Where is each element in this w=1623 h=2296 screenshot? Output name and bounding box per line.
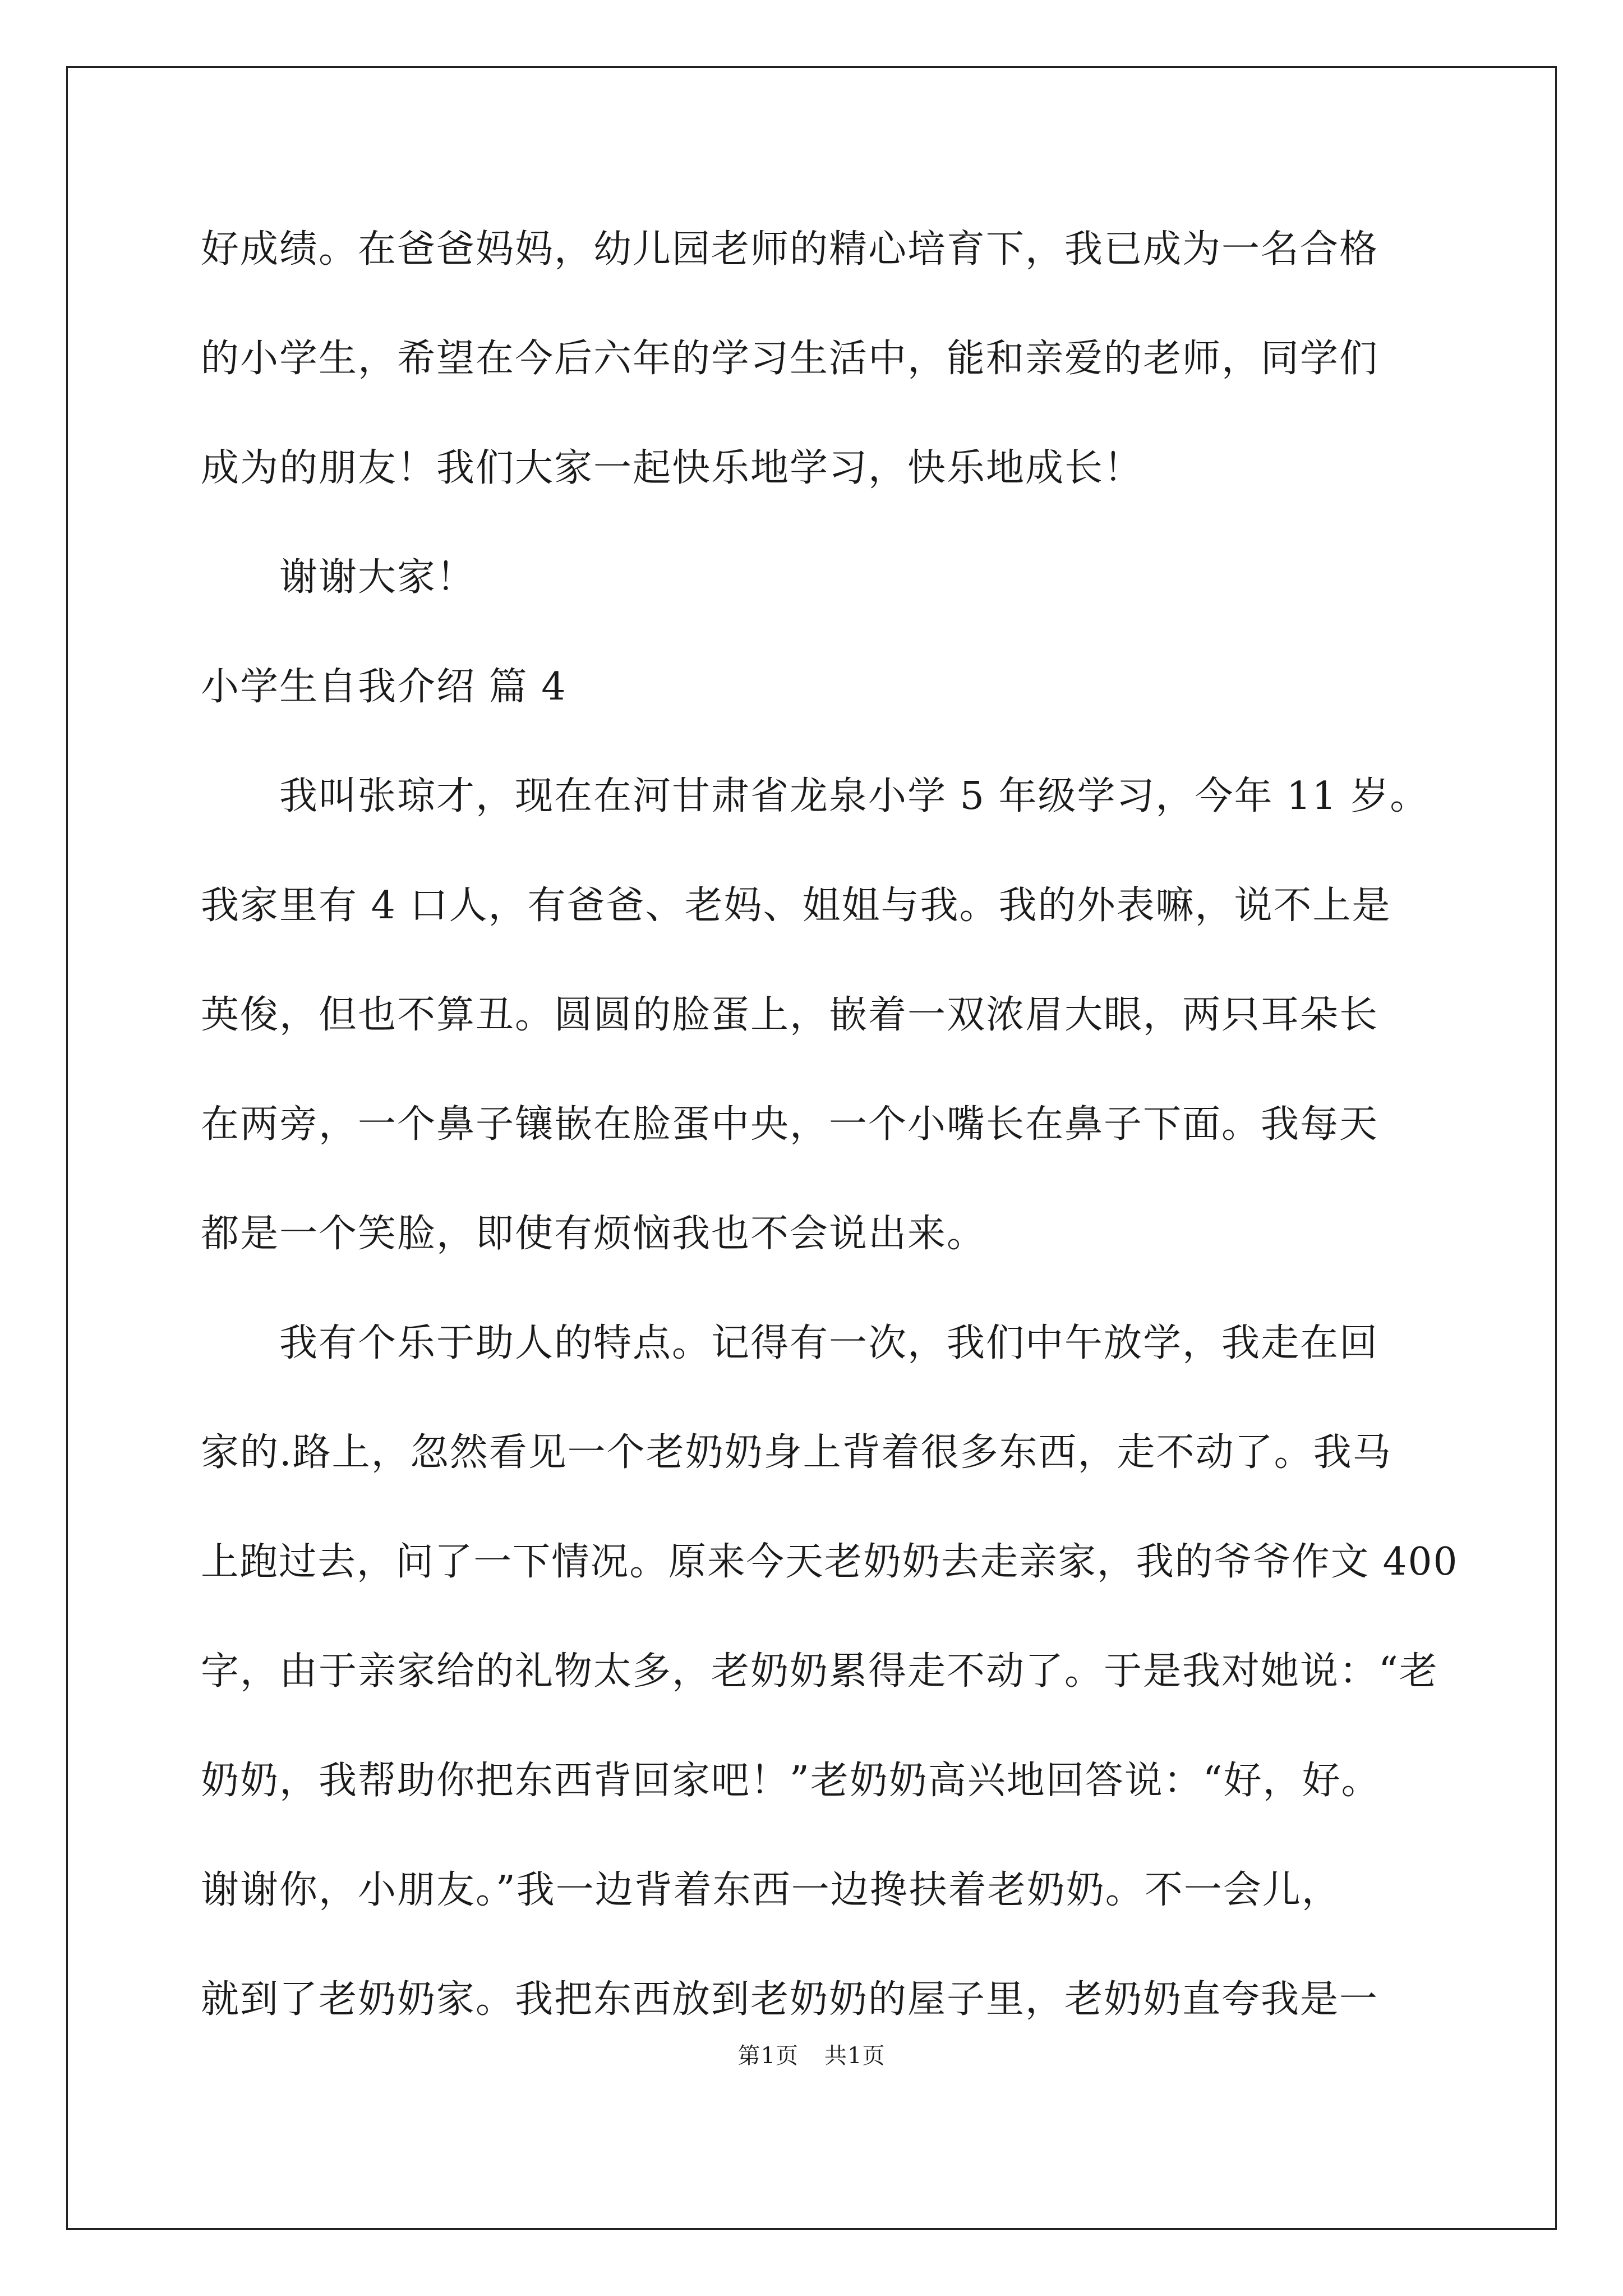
closing-line: 谢谢大家！ xyxy=(279,555,476,600)
body-line: 在两旁，一个鼻子镶嵌在脸蛋中央，一个小嘴长在鼻子下面。我每天 xyxy=(201,1102,1379,1147)
total-pages: 共1页 xyxy=(824,2043,886,2069)
body-line: 都是一个笑脸，即使有烦恼我也不会说出来。 xyxy=(201,1212,986,1256)
body-line: 家的.路上，忽然看见一个老奶奶身上背着很多东西，走不动了。我马 xyxy=(201,1430,1392,1475)
body-line: 我家里有 4 口人，有爸爸、老妈、姐姐与我。我的外表嘛，说不上是 xyxy=(201,884,1391,928)
page-footer xyxy=(0,2042,1623,2070)
body-line: 成为的朋友！我们大家一起快乐地学习，快乐地成长！ xyxy=(201,446,1144,490)
body-line: 奶奶，我帮助你把东西背回家吧！”老奶奶高兴地回答说：“好，好。 xyxy=(201,1759,1381,1803)
body-line: 谢谢你，小朋友。”我一边背着东西一边搀扶着老奶奶。不一会儿， xyxy=(201,1868,1341,1912)
body-line: 就到了老奶奶家。我把东西放到老奶奶的屋子里，老奶奶直夸我是一 xyxy=(201,1977,1379,2022)
body-line: 我叫张琼才，现在在河甘肃省龙泉小学 5 年级学习，今年 11 岁。 xyxy=(279,774,1430,818)
body-line: 的小学生，希望在今后六年的学习生活中，能和亲爱的老师，同学们 xyxy=(201,337,1379,381)
body-line: 英俊，但也不算丑。圆圆的脸蛋上，嵌着一双浓眉大眼，两只耳朵长 xyxy=(201,993,1379,1037)
page-number: 第1页 xyxy=(737,2043,799,2069)
body-line: 上跑过去，问了一下情况。原来今天老奶奶去走亲家，我的爷爷作文 400 xyxy=(201,1540,1459,1584)
body-line: 好成绩。在爸爸妈妈，幼儿园老师的精心培育下，我已成为一名合格 xyxy=(201,227,1379,272)
section-heading: 小学生自我介绍 篇 4 xyxy=(201,665,567,709)
body-line: 我有个乐于助人的特点。记得有一次，我们中午放学，我走在回 xyxy=(279,1321,1379,1365)
body-line: 字，由于亲家给的礼物太多，老奶奶累得走不动了。于是我对她说：“老 xyxy=(201,1649,1438,1694)
